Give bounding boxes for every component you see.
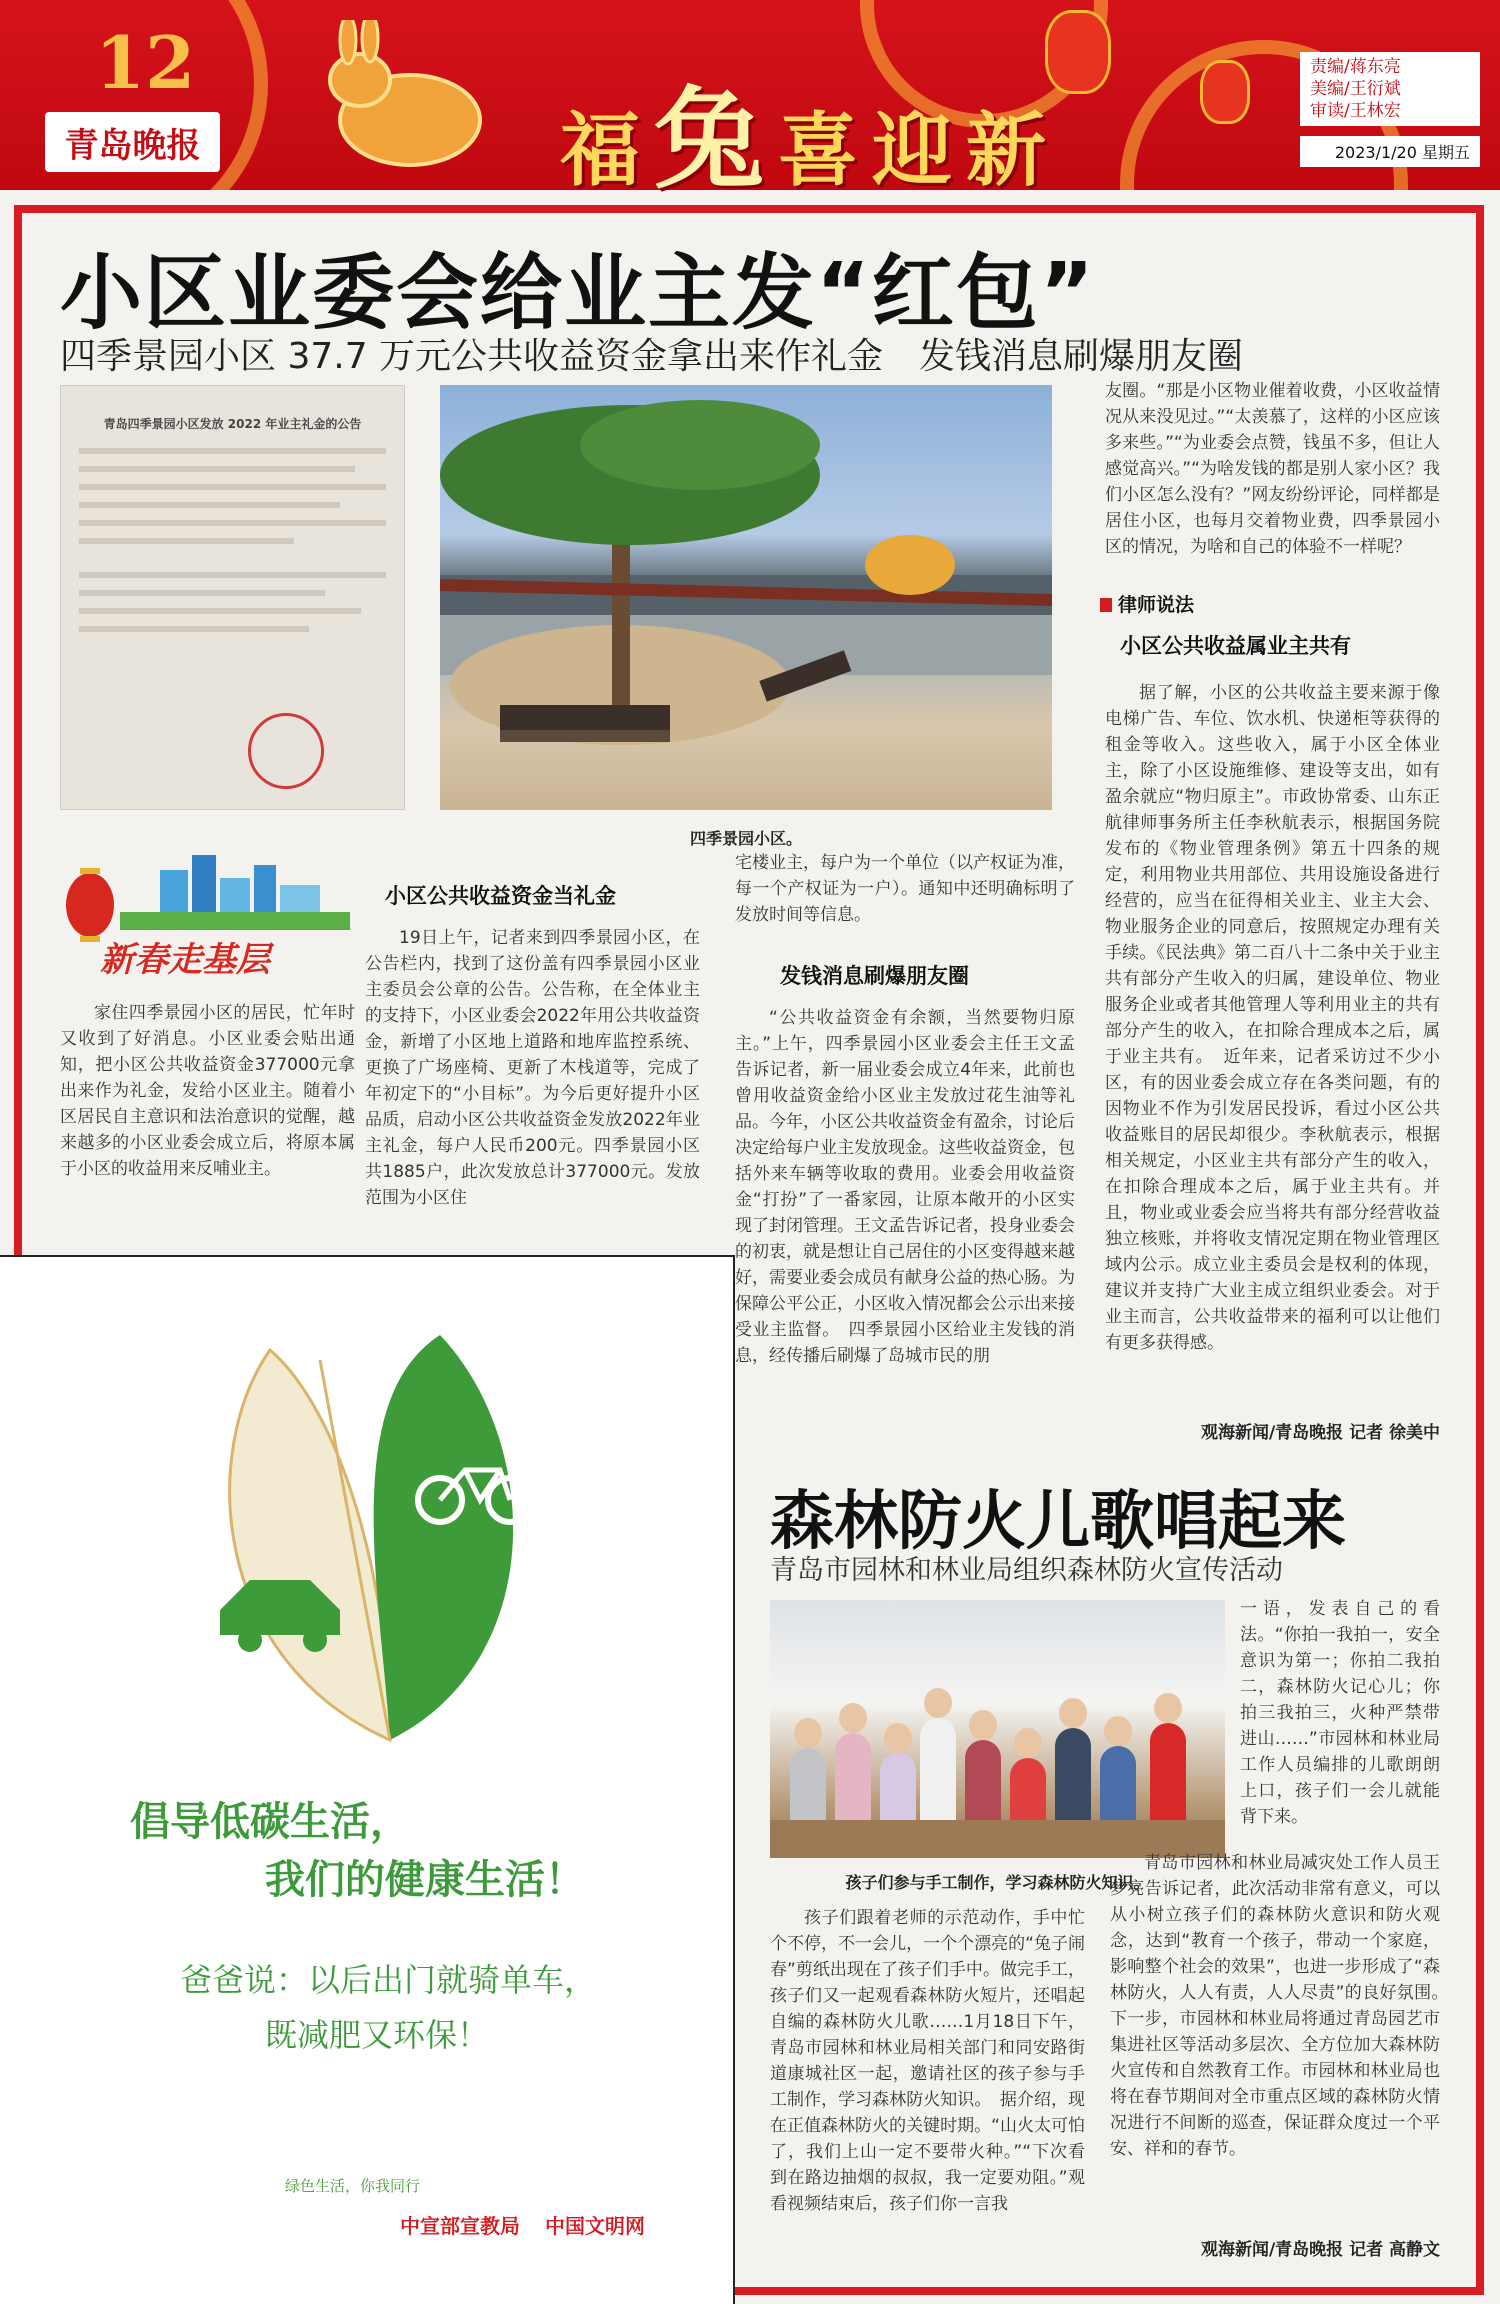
article1-heading-1: 小区公共收益资金当礼金: [385, 884, 616, 908]
page-number: 12: [95, 20, 196, 105]
notice-title: 青岛四季景园小区发放 2022 年业主礼金的公告: [103, 417, 362, 431]
lantern-decoration: [1200, 60, 1250, 124]
article2-title: 森林防火儿歌唱起来: [770, 1485, 1346, 1559]
article1-column-3a: 宅楼业主，每户为一个单位（以产权证为准，每一个产权证为一户）。通知中还明确标明了发放时间等信息。: [735, 853, 1075, 925]
article1-column-1: 家住四季景园小区的居民，忙年时又收到了好消息。小区业委会贴出通知，把小区公共收益资金377000元拿出来作为礼金，发给小区业主。随着小区居民自主意识和法治意识的觉醒，越来越多的小区业委会成立后，将原本属于小区的收益用来反哺业主。: [60, 1003, 355, 1179]
ad-organization: 中宣部宣教局 中国文明网: [400, 2214, 645, 2238]
newspaper-logo: 青岛晚报: [45, 112, 220, 172]
banner-text: 新春走基层: [100, 940, 270, 980]
ad-slogan-1: 倡导低碳生活，: [130, 1798, 410, 1845]
ad-slogan-2: 我们的健康生活！: [265, 1856, 585, 1903]
article1-column-4b: 据了解，小区的公共收益主要来源于像电梯广告、车位、饮水机、快递柜等获得的租金等收入。这些收入，属于小区全体业主，除了小区设施维修、建设等支出，如有盈余就应“物归原主”。市政协常委、山东正航律师事务所主任李秋航表示，根据国务院发布的《物业管理条例》第五十四条的规定，利用物业共用部位、共用设施设备进行经营的，应当在征得相关业主、业主大会、物业服务企业的同意后，按照规定办理有关手续。《民法典》第二百八十二条中关于业主共有部分产生收入的归属，建设单位、物业服务企业或者其他管理人等利用业主的共有部分产生的收入，在扣除合理成本之后，属于业主共有。 近年来，记者采访过不少小区，有的因业委会成立存在各类问题，有的因物业不作为引发居民投诉，看过小区公共收益账目的居民却很少。李秋航表示，根据相关规定，小区业主共有部分产生的收入，在扣除合理成本之后，属于业主共有。并且，物业或业委会应当将共有部分经营收益独立核账，并将收支情况定期在物业管理区域内公示。成立业主委员会是权利的体现，建议并支持广大业主成立组织业委会。对于业主而言，公共收益带来的福利可以让他们有更多获得感。: [1105, 683, 1440, 1353]
ad-slogan-3: 爸爸说：以后出门就骑单车，: [180, 1961, 597, 1999]
article1-title: 小区业委会给业主发“红包”: [60, 246, 1096, 341]
ad-slogan-4: 既减肥又环保！: [265, 2016, 490, 2054]
article2-subtitle: 青岛市园林和林业局组织森林防火宣传活动: [770, 1555, 1283, 1586]
article1-column-2: 19日上午，记者来到四季景园小区，在公告栏内，找到了这份盖有四季景园小区业主委员会公章的公告。公告称，在全体业主的支持下，小区业委会2022年用公共收益资金，新增了小区地上道路和地库监控系统、更换了广场座椅、更新了木栈道等，完成了年初定下的“小目标”。为今后更好提升小区品质，启动小区公共收益资金发放2022年业主礼金，每户人民币200元。四季景园小区共1885户，此次发放总计377000元。发放范围为小区住: [365, 928, 700, 1208]
new-year-banner: [60, 850, 355, 980]
article1-byline: 观海新闻/青岛晚报 记者 徐美中: [1200, 1423, 1440, 1443]
rabbit-illustration: [300, 20, 500, 180]
article2-byline: 观海新闻/青岛晚报 记者 高静文: [1200, 2240, 1440, 2260]
community-photo: [440, 385, 1052, 810]
credit-designer: 美编/王衍斌: [1310, 79, 1401, 99]
festive-char-2: 兔: [654, 75, 778, 204]
leaf-illustration: [190, 1330, 550, 1750]
article1-heading-3: 小区公共收益属业主共有: [1120, 634, 1351, 658]
credit-editor: 责编/蒋东亮: [1310, 57, 1401, 77]
notice-photo: [60, 385, 405, 810]
article2-column-1: 孩子们跟着老师的示范动作，手中忙个不停，不一会儿，一个个漂亮的“兔子闹春”剪纸出现在了孩子们手中。做完手工，孩子们又一起观看森林防火短片，还唱起自编的森林防火儿歌……1月18日下午，青岛市园林和林业局相关部门和同安路街道康城社区一起，邀请社区的孩子参与手工制作，学习森林防火知识。 据介绍，现在正值森林防火的关键时期。“山火太可怕了，我们上山一定不要带火种。”“下次看到在路边抽烟的叔叔，我一定要劝阻。”观看视频结束后，孩子们你一言我: [770, 1908, 1085, 2214]
credit-reviewer: 审读/王林宏: [1310, 101, 1401, 121]
article1-heading-2: 发钱消息刷爆朋友圈: [780, 964, 969, 988]
article1-subtitle: 四季景园小区 37.7 万元公共收益资金拿出来作礼金 发钱消息刷爆朋友圈: [60, 336, 1244, 377]
festive-title: [560, 52, 1060, 210]
issue-date: 2023/1/20 星期五: [1300, 136, 1480, 167]
photo2-caption: 孩子们参与手工制作，学习森林防火知识。: [845, 1873, 1150, 1892]
article2-column-2b: 青岛市园林和林业局减灾处工作人员王梦亮告诉记者，此次活动非常有意义，可以从小树立孩子们的森林防火意识和防火观念，达到“教育一个孩子，带动一个家庭，影响整个社会的效果”，也进一步形成了“森林防火，人人有责，人人尽责”的良好氛围。 下一步，市园林和林业局将通过青岛园艺市集进社区等活动多层次、全方位加大森林防火宣传和自然教育工作。市园林和林业局也将在春节期间对全市重点区域的森林防火情况进行不间断的巡查，保证群众度过一个平安、祥和的春节。: [1110, 1853, 1457, 2159]
article1-column-3b: “公共收益资金有余额，当然要物归原主。”上午，四季景园小区业委会主任王文孟告诉记者，新一届业委会成立4年来，此前也曾用收益资金给小区业主发放过花生油等礼品。今年，小区公共收益资金有盈余，讨论后决定给每户业主发放现金。这些收益资金，包括外来车辆等收取的费用。业委会用收益资金“打扮”了一番家园，让原本敞开的小区实现了封闭管理。王文孟告诉记者，投身业委会的初衷，就是想让自己居住的小区变得越来越好，需要业委会成员有献身公益的热心肠。为保障公平公正，小区收入情况都会公示出来接受业主监督。 四季景园小区给业主发钱的消息，经传播后刷爆了岛城市民的朋: [735, 1008, 1075, 1366]
festive-char-3: 喜迎新: [778, 103, 1060, 197]
children-photo: [770, 1600, 1225, 1858]
ad-small-text: 绿色生活，你我同行: [285, 2177, 421, 2195]
lawyer-section-tag: 律师说法: [1100, 590, 1194, 617]
article1-column-4a: 友圈。“那是小区物业催着收费，小区收益情况从来没见过。”“太羡慕了，这样的小区应该多来些。”“为业委会点赞，钱虽不多，但让人感觉高兴。”“为啥发钱的都是别人家小区？我们小区怎么没有？”网友纷纷评论，同样都是居住小区，也每月交着物业费，四季景园小区的情况，为啥和自己的体验不一样呢？: [1105, 381, 1440, 557]
editor-credits: [1300, 52, 1480, 126]
photo1-caption: 四季景园小区。: [689, 829, 802, 848]
official-stamp: [248, 713, 324, 789]
festive-char-1: 福: [560, 103, 654, 197]
article2-column-2a: 一语，发表自己的看法。“你拍一我拍一，安全意识为第一；你拍二我拍二，森林防火记心儿；你拍三我拍三，火种严禁带进山……”市园林和林业局工作人员编排的儿歌朗朗上口，孩子们一会儿就能背下来。: [1240, 1599, 1440, 1827]
